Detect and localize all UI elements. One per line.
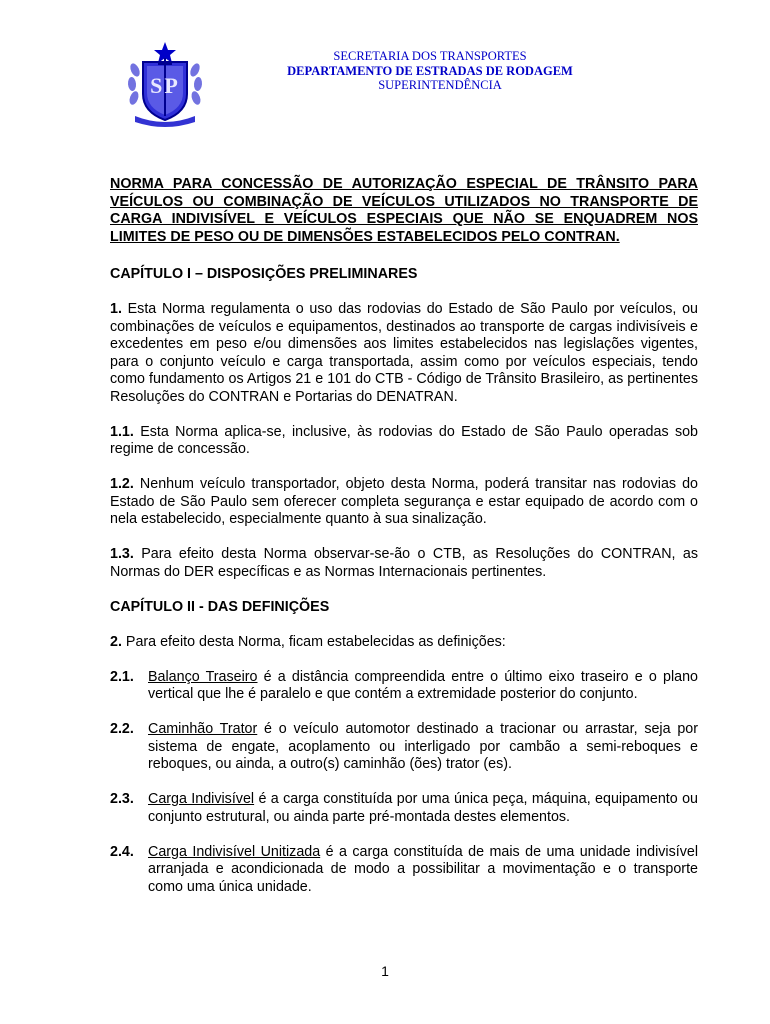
secretaria-line: SECRETARIA DOS TRANSPORTES: [333, 49, 527, 63]
definition-2-1: [110, 669, 698, 704]
definition-text: é a carga constituída por uma única peça, máquina, equipamento ou conjunto estrutural, ou ainda parte pré-montada destes elementos.: [148, 791, 698, 825]
page-number: 1: [381, 963, 389, 979]
item-number: 2.: [110, 633, 122, 650]
letterhead: [180, 49, 680, 93]
definition-number: 2.2.: [110, 721, 134, 737]
definition-term: Carga Indivisível: [148, 791, 255, 807]
definition-term: Caminhão Trator: [148, 721, 258, 737]
definition-text: é o veículo automotor destinado a tracionar ou arrastar, seja por sistema de engate, acoplamento ou interligado por cambão a semi-reboques e reboques, ou ainda, a outro(s) caminhão (ões) trator (es).: [148, 721, 698, 772]
definition-2-4: [110, 844, 698, 897]
definition-2-2: [110, 721, 698, 774]
superintendencia-line: SUPERINTENDÊNCIA: [378, 78, 502, 92]
item-text: Para efeito desta Norma observar-se-ão o CTB, as Resoluções do CONTRAN, as Normas do DER específicas e as Normas Internacionais pertinentes.: [110, 546, 698, 580]
document-body: [110, 176, 698, 914]
item-number: 1.1.: [110, 423, 134, 440]
item-number: 1.3.: [110, 546, 134, 562]
definition-number: 2.3.: [110, 791, 134, 807]
item-text: Esta Norma regulamenta o uso das rodovias do Estado de São Paulo por veículos, ou combinações de veículos e equipamentos, destinados ao transporte de cargas indivisíveis e excedentes em peso e/ou dimensões aos limites estabelecidos nas legislações vigentes, para o conjunto veículo e carga transportada, assim como por veículos especiais, tendo como fundamento os Artigos 21 e 101 do CTB - Código de Trânsito Brasileiro, as pertinentes Resoluções do CONTRAN e Portarias do DENATRAN.: [110, 301, 698, 405]
definition-body: [148, 721, 698, 774]
definition-text: é a carga constituída de mais de uma unidade indivisível arranjada e acondicionada de modo a possibilitar a movimentação e o transporte como uma única unidade.: [148, 843, 698, 895]
definition-2-3: [110, 791, 698, 826]
item-number: 1.2.: [110, 476, 134, 492]
paragraph-1: [110, 301, 698, 406]
paragraph-1-1: [110, 424, 698, 459]
definition-text: é a distância compreendida entre o último eixo traseiro e o plano vertical que lhe é paralelo e que contém a extremidade posterior do conjunto.: [148, 668, 698, 702]
definition-number: 2.1.: [110, 668, 134, 685]
definition-body: [148, 791, 698, 826]
logo-text: SP: [150, 73, 180, 98]
definition-term: Carga Indivisível Unitizada: [148, 843, 321, 860]
department-line: DEPARTAMENTO DE ESTRADAS DE RODAGEM: [287, 63, 573, 78]
chapter-2-heading: CAPÍTULO II - DAS DEFINIÇÕES: [110, 598, 330, 615]
chapter-1-heading: CAPÍTULO I – DISPOSIÇÕES PRELIMINARES: [110, 266, 418, 282]
document-title: NORMA PARA CONCESSÃO DE AUTORIZAÇÃO ESPECIAL DE TRÂNSITO PARA VEÍCULOS OU COMBINAÇÃO DE VEÍCULOS UTILIZADOS NO TRANSPORTE DE CARGA INDIVISÍVEL E VEÍCULOS ESPECIAIS QUE NÃO SE ENQUADREM NOS LIMITES DE PESO OU DE DIMENSÕES ESTABELECIDOS PELO CONTRAN.: [110, 176, 698, 245]
item-text: Nenhum veículo transportador, objeto desta Norma, poderá transitar nas rodovias do Estado de São Paulo sem oferecer completa segurança e estar equipado de acordo com o nela estabelecido, especialmente quanto à sua sinalização.: [110, 476, 698, 527]
paragraph-2: [110, 634, 698, 652]
paragraph-1-2: [110, 476, 698, 529]
definition-body: [148, 669, 698, 704]
definition-number: 2.4.: [110, 843, 134, 860]
item-number: 1.: [110, 301, 122, 317]
definition-body: [148, 844, 698, 897]
item-text: Esta Norma aplica-se, inclusive, às rodovias do Estado de São Paulo operadas sob regime de concessão.: [110, 423, 698, 457]
paragraph-1-3: [110, 546, 698, 581]
item-text: Para efeito desta Norma, ficam estabelecidas as definições:: [121, 633, 506, 650]
definition-term: Balanço Traseiro: [148, 668, 258, 685]
